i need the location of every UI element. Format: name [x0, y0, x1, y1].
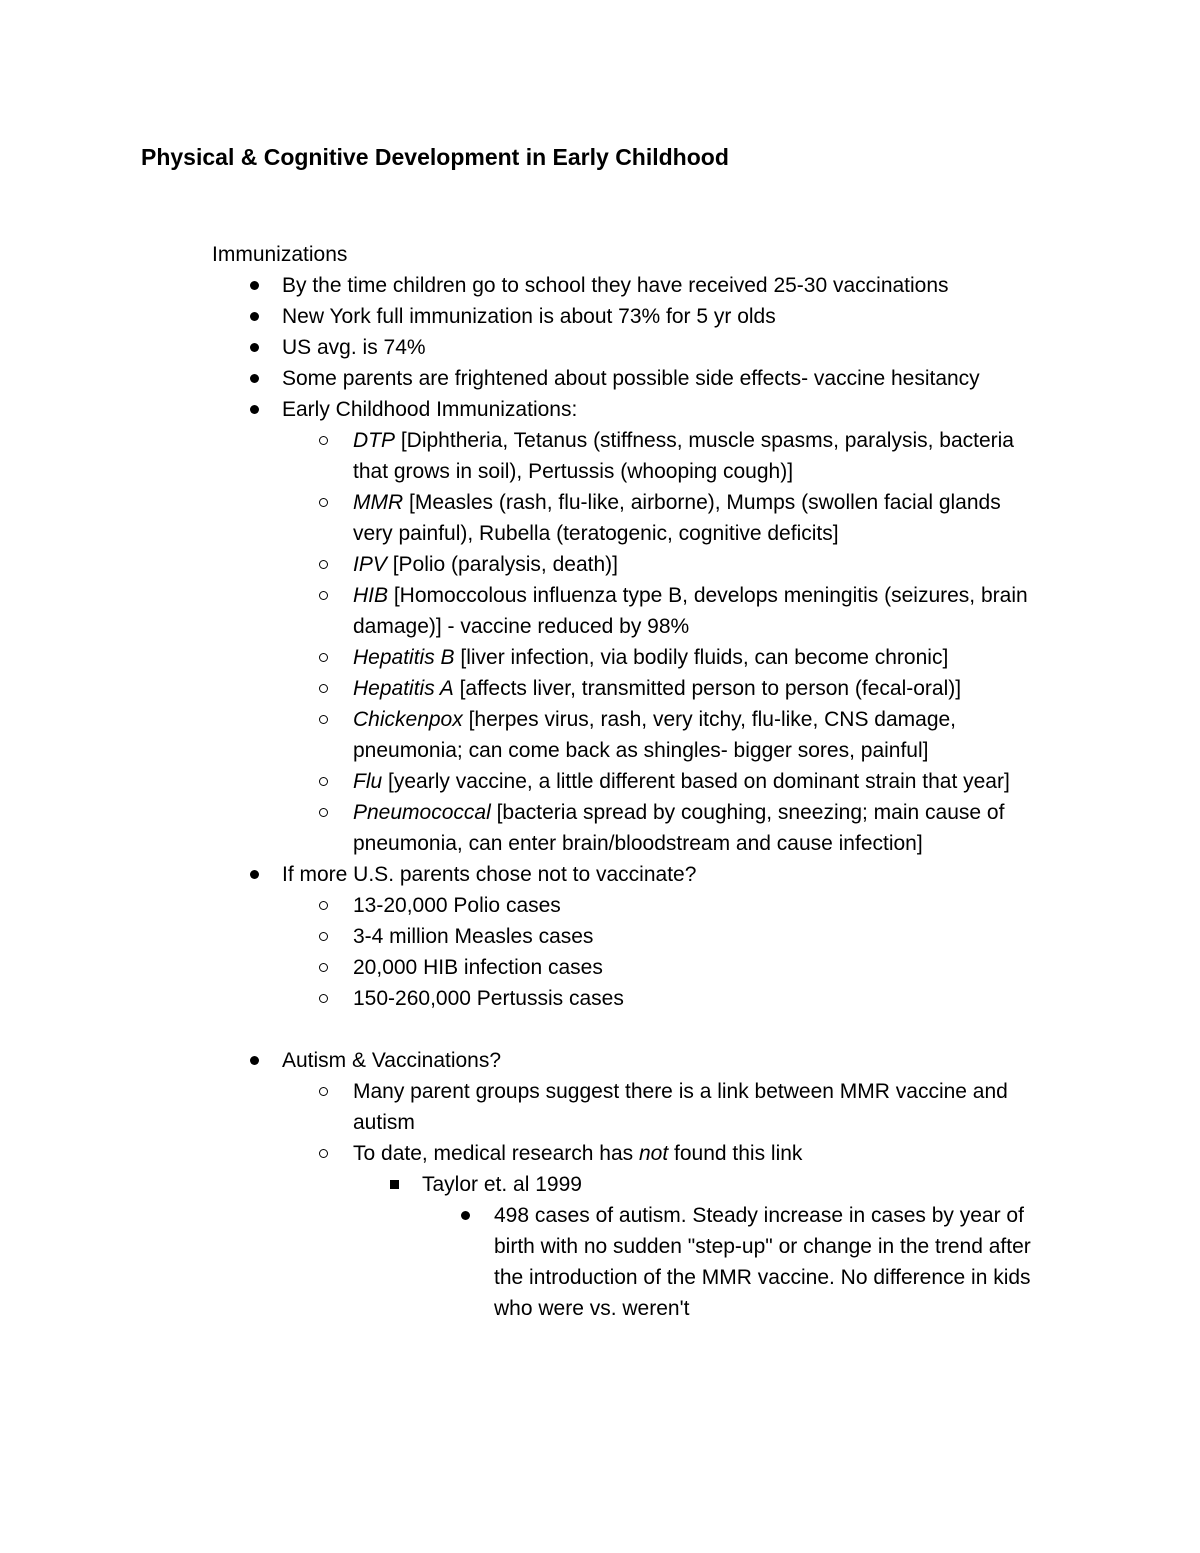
bullet-circle-icon	[319, 425, 328, 456]
vaccine-desc: [herpes virus, rash, very itchy, flu-like, CNS damage, pneumonia; can come back as shingles- bigger sores, painful]	[353, 708, 957, 762]
vaccine-item	[0, 673, 1063, 704]
vaccine-desc: [liver infection, via bodily fluids, can become chronic]	[454, 646, 949, 669]
case-text: 150-260,000 Pertussis cases	[353, 987, 624, 1010]
vaccine-name: Hepatitis A	[353, 677, 454, 700]
case-text: 20,000 HIB infection cases	[353, 956, 603, 979]
case-item	[0, 890, 1113, 921]
vaccine-item	[0, 797, 1073, 859]
list-item	[0, 301, 1102, 332]
bullet-disc-icon	[250, 1045, 259, 1076]
page-title: Physical & Cognitive Development in Early Childhood	[141, 144, 729, 170]
vaccine-name: Hepatitis B	[353, 646, 455, 669]
vaccine-name: IPV	[353, 553, 387, 576]
bullet-circle-icon	[319, 952, 328, 983]
list-item-text: By the time children go to school they have received 25-30 vaccinations	[282, 274, 949, 297]
case-text: 3-4 million Measles cases	[353, 925, 594, 948]
blank-line	[0, 1014, 1200, 1045]
vaccine-name: Flu	[353, 770, 383, 793]
bullet-disc-icon	[250, 394, 259, 425]
bullet-circle-icon	[319, 1138, 328, 1169]
bullet-circle-icon	[319, 921, 328, 952]
finding-text: 498 cases of autism. Steady increase in cases by year of birth with no sudden "step-up" or change in the trend after the introduction of the MMR vaccine. No difference in kids who were vs. weren't	[494, 1204, 1031, 1320]
bullet-disc-icon	[250, 859, 259, 890]
vaccine-name: MMR	[353, 491, 404, 514]
section-label: Immunizations	[212, 243, 348, 266]
bullet-circle-icon	[319, 1076, 328, 1107]
vaccine-item	[0, 425, 1023, 487]
list-item	[0, 363, 982, 394]
vaccine-desc: [Measles (rash, flu-like, airborne), Mumps (swollen facial glands very painful), Rubella (teratogenic, cognitive deficits]	[353, 491, 1001, 545]
autism-item	[0, 1076, 1053, 1138]
list-item-text: Some parents are frightened about possible side effects- vaccine hesitancy	[282, 367, 980, 390]
bullet-circle-icon	[319, 890, 328, 921]
bullet-circle-icon	[319, 549, 328, 580]
case-item	[0, 983, 1113, 1014]
study-item	[0, 1169, 1072, 1200]
list-item	[0, 394, 1102, 425]
vaccine-desc: [Homoccolous influenza type B, develops meningitis (seizures, brain damage)] - vaccine reduced by 98%	[353, 584, 1028, 638]
bullet-circle-icon	[319, 797, 328, 828]
bullet-circle-icon	[319, 580, 328, 611]
list-item-text: Early Childhood Immunizations:	[282, 398, 578, 421]
list-item	[0, 859, 1102, 890]
bullet-disc-icon	[461, 1200, 470, 1231]
case-item	[0, 952, 1113, 983]
bullet-circle-icon	[319, 766, 328, 797]
vaccine-name: Chickenpox	[353, 708, 463, 731]
vaccine-desc: [affects liver, transmitted person to person (fecal-oral)]	[453, 677, 962, 700]
bullet-disc-icon	[250, 301, 259, 332]
vaccine-item	[0, 549, 1053, 580]
vaccine-name: HIB	[353, 584, 389, 607]
vaccine-name: Pneumococcal	[353, 801, 491, 824]
list-item	[0, 1045, 1102, 1076]
list-item-text: Autism & Vaccinations?	[282, 1049, 502, 1072]
study-text: Taylor et. al 1999	[422, 1173, 582, 1196]
list-item	[0, 270, 1102, 301]
autism-item	[0, 1138, 1113, 1169]
list-item-text: If more U.S. parents chose not to vaccinate?	[282, 863, 697, 886]
bullet-circle-icon	[319, 642, 328, 673]
vaccine-item	[0, 487, 1023, 549]
vaccine-desc: [Polio (paralysis, death)]	[386, 553, 618, 576]
vaccine-item	[0, 766, 1043, 797]
bullet-disc-icon	[250, 270, 259, 301]
vaccine-name: DTP	[353, 429, 395, 452]
autism-text: To date, medical research has not found this link	[353, 1142, 803, 1165]
vaccine-desc: [yearly vaccine, a little different based on dominant strain that year]	[382, 770, 1010, 793]
vaccine-desc: [bacteria spread by coughing, sneezing; main cause of pneumonia, can enter brain/bloodstream and cause infection]	[353, 801, 1005, 855]
finding-item	[0, 1200, 1034, 1324]
case-item	[0, 921, 1113, 952]
list-item-text: US avg. is 74%	[282, 336, 426, 359]
bullet-square-icon	[390, 1169, 399, 1200]
emphasis: not	[638, 1142, 669, 1165]
bullet-circle-icon	[319, 704, 328, 735]
list-item	[0, 332, 1102, 363]
bullet-circle-icon	[319, 983, 328, 1014]
vaccine-desc: [Diphtheria, Tetanus (stiffness, muscle spasms, paralysis, bacteria that grows in soil), Pertussis (whooping cough)]	[353, 429, 1014, 483]
vaccine-item	[0, 704, 1043, 766]
document-body	[0, 239, 1200, 1324]
vaccine-item	[0, 642, 1063, 673]
vaccine-item	[0, 580, 1063, 642]
bullet-disc-icon	[250, 363, 259, 394]
autism-text: Many parent groups suggest there is a link between MMR vaccine and autism	[353, 1080, 1008, 1134]
case-text: 13-20,000 Polio cases	[353, 894, 561, 917]
bullet-circle-icon	[319, 487, 328, 518]
list-item-text: New York full immunization is about 73% for 5 yr olds	[282, 305, 776, 328]
bullet-circle-icon	[319, 673, 328, 704]
bullet-disc-icon	[250, 332, 259, 363]
